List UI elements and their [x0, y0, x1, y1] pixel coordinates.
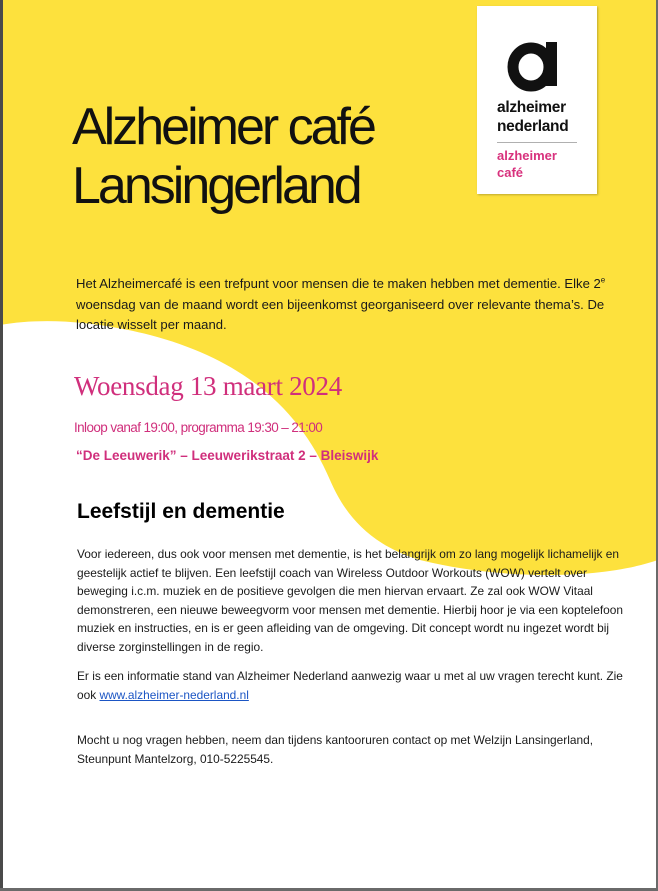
alzheimer-nederland-link[interactable]: www.alzheimer-nederland.nl	[99, 687, 249, 702]
body-paragraph-1: Voor iedereen, dus ook voor mensen met dementie, is het belangrijk om zo lang mogelijk lichamelijk en geestelijk actief te blijven. Een leefstijl coach van Wireless Outdoor Workouts (WOW) vertelt over beweging i.c.m. muziek en de positieve gevolgen die men hiervan ervaart. Ze zal ook WOW Vitaal demonstreren, een nieuwe beweegvorm voor mensen met dementie. Hierbij hoor je via een koptelefoon muziek en instructies, en is er geen afleiding van de omgeving. Dit concept wordt nu ingezet wordt bij diverse zorginstellingen in de regio.	[77, 547, 623, 654]
intro-paragraph	[76, 274, 636, 336]
event-location: “De Leeuwerik” – Leeuwerikstraat 2 – Bleiswijk	[76, 448, 379, 463]
logo-divider	[497, 142, 577, 143]
intro-text-part-1: Het Alzheimercafé is een trefpunt voor mensen die te maken hebben met dementie. Elke 2	[76, 276, 601, 291]
title-line-2: Lansingerland	[72, 156, 360, 215]
section-heading: Leefstijl en dementie	[77, 500, 285, 523]
letter-a-logo-icon	[507, 32, 563, 94]
logo-subtext-alzheimer: alzheimer	[497, 148, 557, 163]
title-line-1: Alzheimer café	[72, 98, 374, 156]
page-border-left	[0, 0, 3, 891]
intro-text-part-2: woensdag van de maand wordt een bijeenkomst georganiseerd over relevante thema’s. De locatie wisselt per maand.	[76, 296, 605, 332]
alzheimer-nederland-logo	[477, 6, 597, 194]
body-paragraph-2	[77, 667, 632, 704]
body-paragraph-3: Mocht u nog vragen hebben, neem dan tijdens kantooruren contact op met Welzijn Lansingerland, Steunpunt Mantelzorg, 010-5225545.	[77, 733, 594, 766]
logo-subtext-cafe: café	[497, 165, 524, 180]
body-paragraph-2-text: Er is een informatie stand van Alzheimer Nederland aanwezig waar u met al uw vragen terecht kunt. Zie ook	[77, 669, 623, 702]
logo-text-alzheimer: alzheimer	[497, 99, 566, 116]
page-title	[72, 98, 374, 216]
intro-superscript: e	[600, 275, 606, 285]
event-date: Woensdag 13 maart 2024	[74, 371, 342, 401]
event-time: Inloop vanaf 19:00, programma 19:30 – 21:00	[74, 420, 323, 435]
logo-text-nederland: nederland	[497, 118, 569, 135]
